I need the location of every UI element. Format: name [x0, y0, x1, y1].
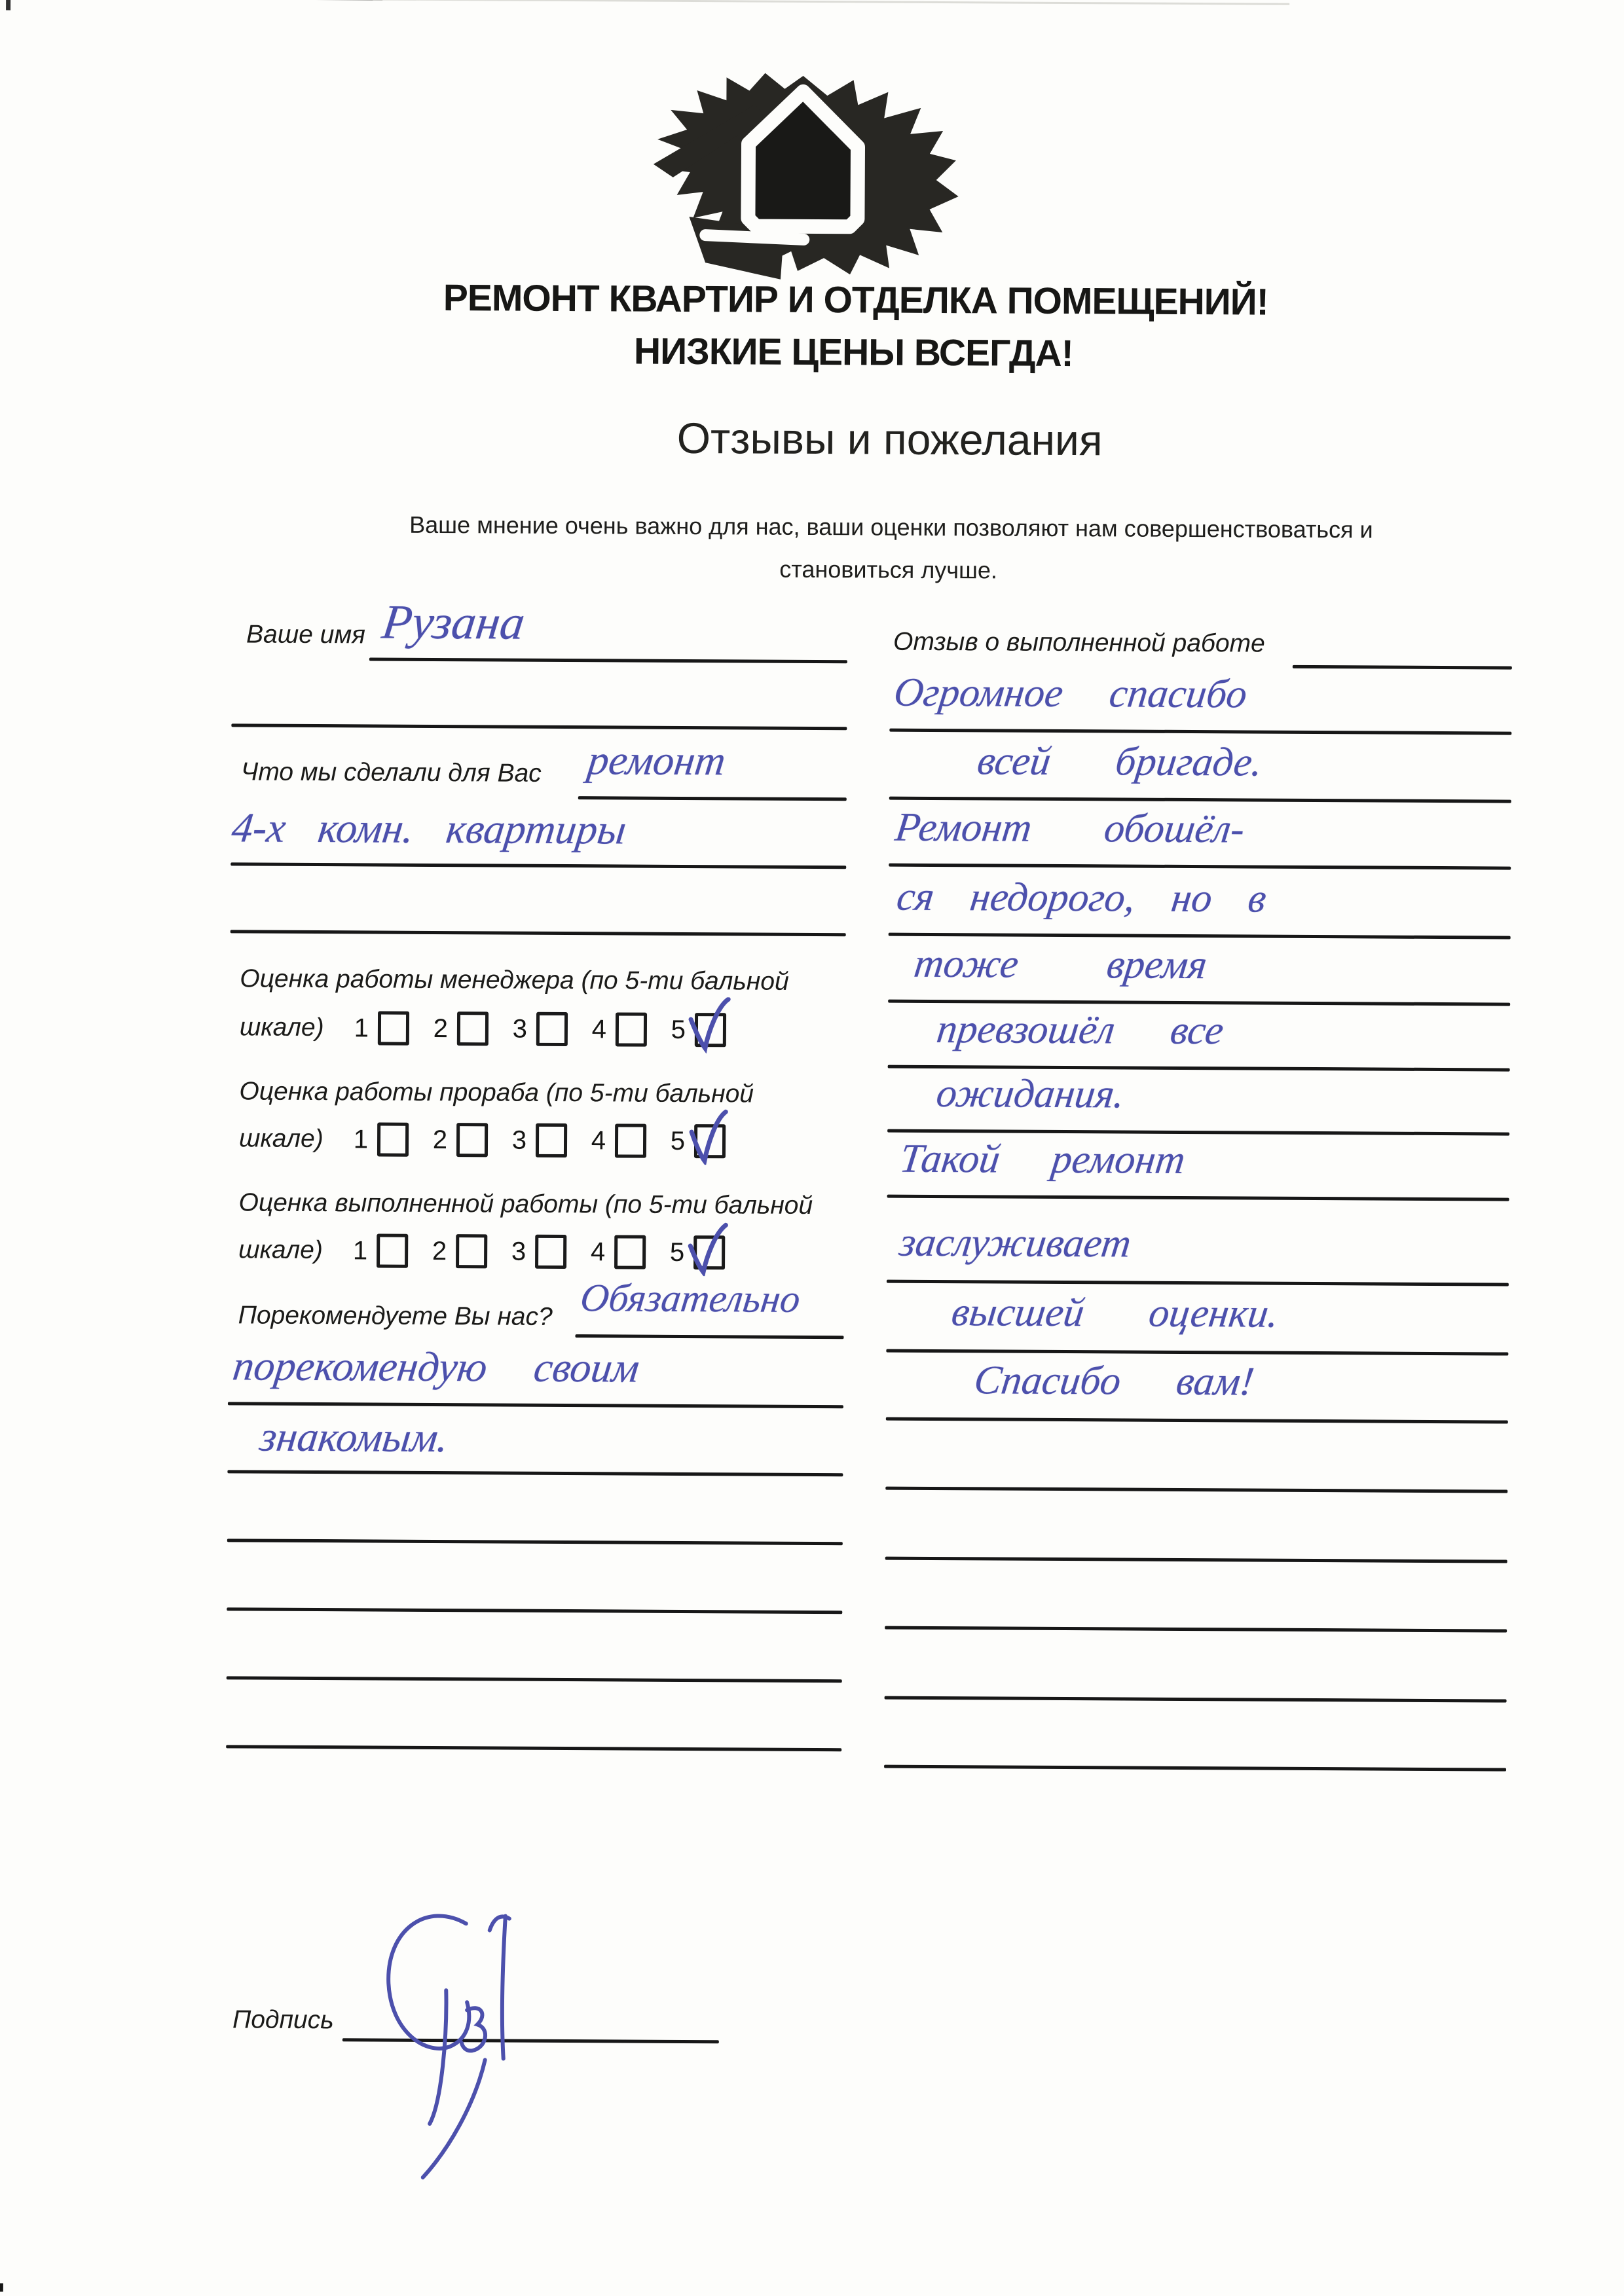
rating-option	[432, 1123, 511, 1157]
rating-option	[511, 1012, 591, 1047]
rating-manager-label-2: шкале)	[239, 1013, 324, 1042]
rating-option	[589, 1235, 669, 1269]
ruled-line	[575, 1334, 843, 1339]
rating-option	[432, 1011, 511, 1046]
checkbox	[536, 1123, 567, 1157]
handwritten-recommend-1: Обязательно	[578, 1276, 803, 1321]
handwritten-review-line: всей бригаде.	[974, 738, 1265, 785]
ruled-line	[227, 1676, 842, 1683]
handwritten-review-line: ся недорого, но в	[894, 874, 1269, 921]
checkbox	[377, 1123, 409, 1157]
handwritten-name-value: Рузана	[379, 595, 528, 650]
option-number: 3	[511, 1237, 526, 1266]
work-done-label: Что мы сделали для Вас	[240, 757, 542, 788]
header-line-1: РЕМОНТ КВАРТИР И ОТДЕЛКА ПОМЕЩЕНИЙ!	[443, 277, 1268, 323]
option-number: 3	[511, 1125, 527, 1155]
option-number: 2	[433, 1013, 449, 1043]
checkbox	[377, 1234, 408, 1268]
rating-option-selected	[669, 1124, 748, 1159]
handwritten-review-line: тоже время	[912, 941, 1210, 988]
ruled-line	[227, 1607, 842, 1614]
ruled-line	[1293, 665, 1512, 670]
scan-edge-artifact	[6, 0, 382, 1]
checkbox-checked	[694, 1124, 726, 1158]
ruled-line	[228, 1402, 843, 1408]
checkbox	[457, 1011, 489, 1046]
signature-label: Подпись	[232, 2005, 334, 2035]
option-number: 4	[590, 1237, 606, 1266]
checkbox-checked	[695, 1013, 726, 1047]
checkbox	[615, 1123, 646, 1157]
review-label: Отзыв о выполненной работе	[893, 627, 1265, 658]
rating-foreman-label-2: шкале)	[238, 1124, 323, 1154]
rating-option	[352, 1122, 432, 1157]
handwritten-review-line: высшей оценки.	[949, 1290, 1282, 1336]
handwritten-review-line: заслуживает	[896, 1220, 1134, 1266]
checkbox	[456, 1123, 488, 1157]
rating-option-selected	[670, 1013, 749, 1048]
option-number: 1	[352, 1235, 368, 1265]
option-number: 4	[591, 1125, 606, 1155]
recommend-label: Порекомендуете Вы нас?	[238, 1301, 553, 1331]
ruled-line	[889, 864, 1511, 870]
ruled-line	[885, 1557, 1507, 1563]
ruled-line	[578, 796, 847, 801]
signature-scribble	[368, 1891, 540, 2180]
rating-option-selected	[669, 1235, 748, 1270]
ruled-line	[887, 1195, 1509, 1201]
handwritten-review-line: превзошёл все	[934, 1007, 1227, 1053]
rating-manager-scale	[353, 1011, 749, 1047]
ruled-line	[888, 1000, 1510, 1006]
handwritten-review-line: Ремонт обошёл-	[893, 805, 1247, 852]
ruled-line	[227, 1539, 843, 1545]
ruled-line	[885, 1487, 1507, 1493]
ruled-line	[887, 1129, 1509, 1136]
ruled-line	[885, 1696, 1507, 1703]
option-number: 3	[512, 1014, 528, 1044]
ruled-line	[231, 862, 846, 869]
checkbox	[456, 1234, 487, 1268]
checkbox	[614, 1235, 646, 1269]
checkbox	[616, 1012, 647, 1046]
handwritten-review-line: ожидания.	[934, 1071, 1128, 1117]
handwritten-review-line: Спасибо вам!	[971, 1358, 1257, 1404]
option-number: 2	[432, 1125, 448, 1154]
ruled-line	[231, 930, 846, 936]
option-number: 5	[669, 1237, 685, 1267]
name-label: Ваше имя	[246, 620, 366, 649]
scan-corner-artifact	[0, 2283, 3, 2291]
ruled-line	[886, 1349, 1508, 1356]
option-number: 1	[353, 1124, 369, 1154]
scan-edge-artifact	[373, 0, 1289, 5]
ruled-line	[231, 723, 847, 730]
ruled-line	[227, 1470, 843, 1476]
ruled-line	[889, 933, 1511, 939]
ruled-line	[226, 1745, 841, 1751]
header-line-2: НИЗКИЕ ЦЕНЫ ВСЕГДА!	[633, 330, 1073, 375]
ruled-line	[889, 797, 1511, 803]
handwritten-recommend-2: порекомендую своим	[230, 1342, 642, 1391]
rating-work-label-2: шкале)	[238, 1235, 323, 1265]
rating-foreman-scale	[352, 1122, 748, 1158]
handwritten-work-value-2: 4-х комн. квартиры	[229, 804, 629, 853]
rating-work-scale	[352, 1233, 748, 1269]
option-number: 1	[354, 1013, 369, 1042]
handwritten-review-line: Огромное спасибо	[891, 670, 1250, 717]
option-number: 5	[670, 1126, 686, 1156]
page-title: Отзывы и пожелания	[676, 413, 1103, 465]
ruled-line	[889, 729, 1511, 735]
ruled-line	[887, 1280, 1509, 1286]
ruled-line	[884, 1765, 1506, 1772]
option-number: 5	[671, 1015, 686, 1044]
rating-foreman-label: Оценка работы прораба (по 5-ти бальной	[239, 1077, 754, 1108]
ruled-line	[885, 1626, 1507, 1633]
ruled-line	[886, 1417, 1508, 1424]
option-number: 2	[432, 1236, 447, 1266]
subtitle-line-2: становиться лучше.	[779, 555, 998, 584]
subtitle-line-1: Ваше мнение очень важно для нас, ваши оценки позволяют нам совершенствоваться и	[409, 511, 1373, 543]
checkbox	[535, 1235, 566, 1269]
option-number: 4	[591, 1014, 607, 1044]
rating-option	[353, 1011, 432, 1046]
handwritten-review-line: Такой ремонт	[897, 1136, 1188, 1182]
ruled-line	[369, 657, 847, 663]
rating-option	[590, 1123, 669, 1158]
rating-work-label: Оценка выполненной работы (по 5-ти бальной	[238, 1188, 813, 1220]
handwritten-recommend-3: знакомым.	[257, 1413, 452, 1461]
rating-option	[352, 1233, 431, 1268]
checkbox	[378, 1011, 409, 1046]
handwritten-work-value-1: ремонт	[585, 737, 729, 784]
checkbox-checked	[693, 1235, 725, 1269]
rating-option	[511, 1123, 590, 1158]
rating-option	[591, 1012, 670, 1047]
rating-option	[510, 1235, 589, 1269]
checkbox	[536, 1012, 568, 1046]
rating-manager-label: Оценка работы менеджера (по 5-ти бальной	[240, 964, 789, 996]
scan-corner-artifact	[6, 0, 10, 10]
company-logo-house-paint-splash-icon	[627, 66, 962, 284]
rating-option	[431, 1234, 510, 1269]
